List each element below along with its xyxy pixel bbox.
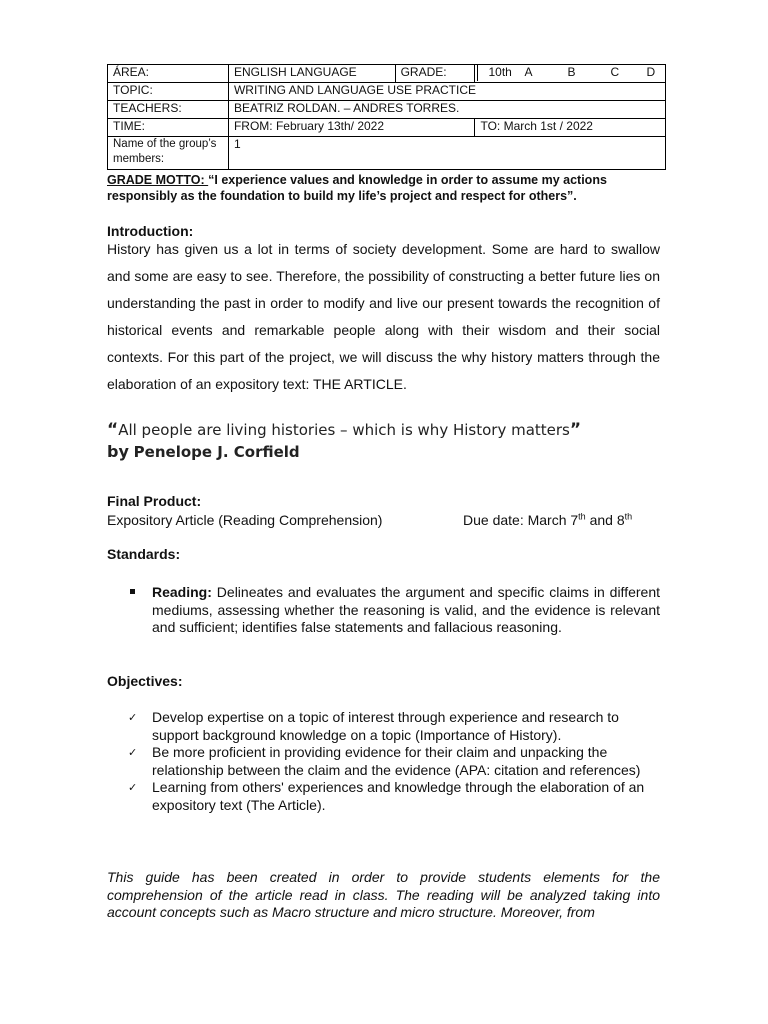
topic-label: TOPIC:	[108, 83, 229, 101]
area-value: ENGLISH LANGUAGE	[228, 65, 395, 83]
grade-section-a: A	[524, 65, 533, 79]
article-title	[107, 419, 667, 463]
introduction-heading: Introduction:	[107, 223, 194, 239]
introduction-text: History has given us a lot in terms of society development. Some are hard to swallow and some are easy to see. Therefore, the possibility of constructing a better future lies on understanding the past in order to modify and live our present towards the recognition of historical events and remarkable people along with their wisdom and their social contexts. For this part of the project, we will discuss the why history matters through the elaboration of an expository text: THE ARTICLE.	[107, 241, 660, 392]
square-bullet-icon	[130, 589, 135, 594]
members-value: 1	[228, 137, 665, 170]
grade-label: GRADE:	[395, 65, 475, 83]
standards-heading: Standards:	[107, 546, 181, 562]
objective-item	[128, 709, 668, 744]
article-by: by	[107, 442, 129, 461]
standard-label: Reading:	[152, 584, 212, 600]
objective-item	[128, 744, 668, 779]
standard-text: Delineates and evaluates the argument and specific claims in different mediums, assessing whether the reasoning is valid, and the evidence is relevant and sufficient; identifies false statements and fallacious reasoning.	[152, 584, 660, 635]
time-from: FROM: February 13th/ 2022	[228, 119, 475, 137]
objective-text: Learning from others' experiences and knowledge through the elaboration of an expository text (The Article).	[152, 779, 645, 813]
grade-motto-text: “I experience values and knowledge in order to assume my actions responsibly as the foundation to build my life’s project and respect for others”.	[107, 173, 607, 203]
final-product-heading: Final Product:	[107, 493, 202, 509]
checkmark-icon: ✓	[128, 781, 138, 794]
grade-section-b: B	[567, 65, 576, 79]
teachers-row	[108, 101, 666, 119]
close-quote: ”	[569, 420, 582, 440]
article-author: Penelope J. Corfield	[133, 443, 300, 461]
objectives-list	[128, 709, 668, 814]
checkmark-icon: ✓	[128, 746, 138, 759]
grade-section-d: D	[646, 65, 656, 79]
open-quote: “	[107, 420, 119, 440]
area-row	[108, 65, 666, 83]
time-row	[108, 119, 666, 137]
due-date-sup-2: th	[624, 511, 633, 522]
grade-motto	[107, 172, 663, 204]
grade-value: 10th	[488, 65, 512, 79]
due-date	[463, 512, 632, 528]
objectives-heading: Objectives:	[107, 673, 183, 689]
members-row	[108, 137, 666, 170]
time-to: TO: March 1st / 2022	[475, 119, 666, 137]
teachers-label: TEACHERS:	[108, 101, 229, 119]
grade-motto-label: GRADE MOTTO:	[107, 173, 209, 187]
objective-item	[128, 779, 668, 814]
info-table	[107, 64, 666, 170]
final-product-text: Expository Article (Reading Comprehension)	[107, 512, 383, 528]
topic-value: WRITING AND LANGUAGE USE PRACTICE	[228, 83, 665, 101]
standard-item	[152, 584, 660, 637]
objective-text: Develop expertise on a topic of interest through experience and research to support background knowledge on a topic (Importance of History).	[152, 709, 619, 743]
grade-cell	[475, 65, 666, 83]
topic-row	[108, 83, 666, 101]
teachers-value: BEATRIZ ROLDAN. – ANDRES TORRES.	[228, 101, 665, 119]
guide-paragraph: This guide has been created in order to provide students elements for the comprehension of the article read in class. The reading will be analyzed taking into account concepts such as Macro structure and micro structure. Moreover, from	[107, 869, 660, 920]
grade-section-c: C	[610, 65, 620, 79]
time-label: TIME:	[108, 119, 229, 137]
article-title-text: All people are living histories – which is why History matters	[118, 421, 570, 439]
objective-text: Be more proficient in providing evidence for their claim and unpacking the relationship between the claim and the evidence (APA: citation and references)	[152, 744, 641, 778]
area-label: ÁREA:	[108, 65, 229, 83]
grade-inner-box	[477, 65, 665, 81]
due-date-sup-1: th	[578, 511, 586, 522]
due-date-mid: and 8	[585, 512, 625, 528]
members-label: Name of the group’s members:	[108, 137, 229, 170]
checkmark-icon: ✓	[128, 711, 138, 724]
due-date-prefix: Due date: March 7	[463, 512, 579, 528]
